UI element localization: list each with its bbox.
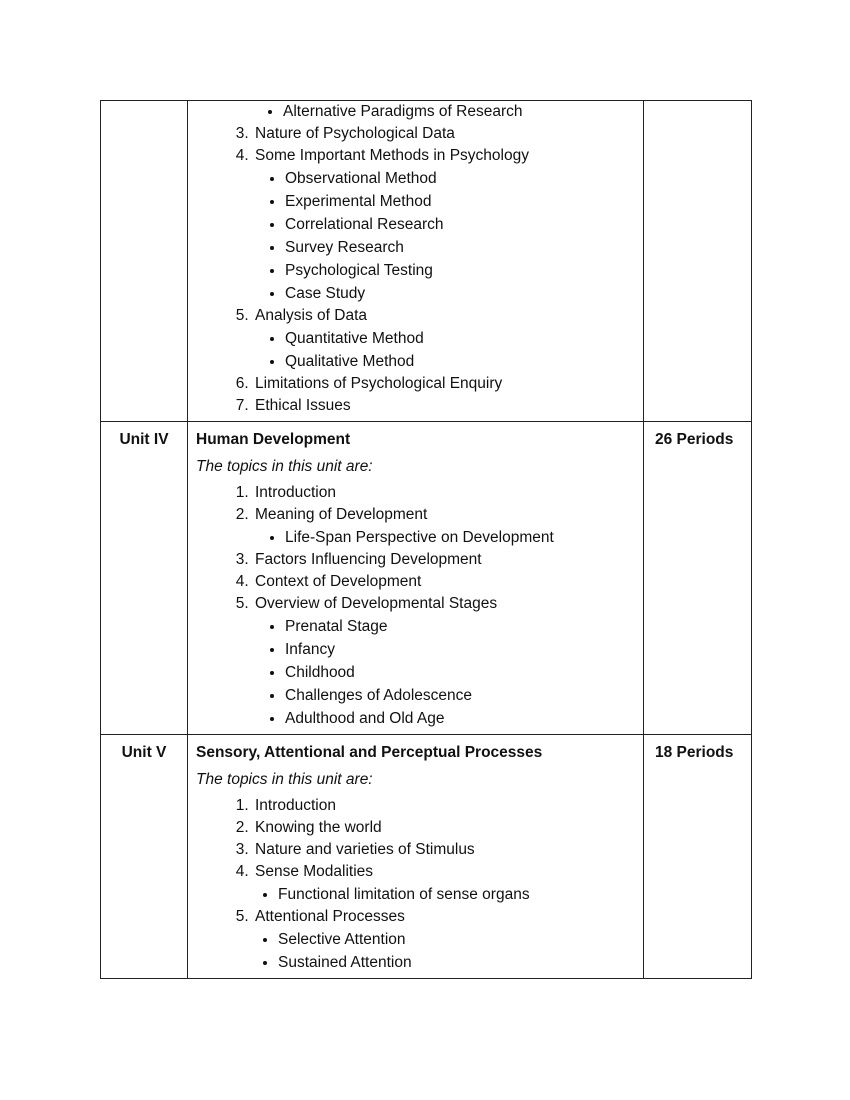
list-item: • Alternative Paradigms of Research (283, 101, 637, 123)
periods-cell-empty (644, 101, 752, 422)
list-item: • Challenges of Adolescence (285, 684, 637, 707)
sub-list (255, 167, 637, 305)
list-item: • Functional limitation of sense organs (278, 883, 637, 906)
periods-label: 18 Periods (655, 744, 734, 761)
list-item: • Qualitative Method (285, 350, 637, 373)
sub-list (255, 615, 637, 730)
list-item: 2. Meaning of Development • Life-Span Perspective on Development (253, 504, 637, 549)
sub-list (255, 526, 637, 549)
unit-title: Human Development (196, 431, 351, 448)
unit-cell (101, 735, 188, 979)
unit-label: Unit V (121, 744, 167, 761)
list-item: 1. Introduction (253, 795, 637, 817)
periods-cell (644, 735, 752, 979)
list-item: 7. Ethical Issues (253, 395, 637, 417)
sub-list (255, 327, 637, 373)
list-item: • Experimental Method (285, 190, 637, 213)
list-item: • Prenatal Stage (285, 615, 637, 638)
list-item: • Adulthood and Old Age (285, 707, 637, 730)
list-item: • Sustained Attention (278, 951, 637, 974)
topic-list (196, 482, 637, 730)
list-item: 4. Context of Development (253, 571, 637, 593)
list-item: • Correlational Research (285, 213, 637, 236)
list-item: 1. Introduction (253, 482, 637, 504)
list-item: • Infancy (285, 638, 637, 661)
continued-topic-list (196, 123, 637, 417)
unit-intro: The topics in this unit are: (196, 458, 373, 475)
unit-cell (101, 422, 188, 735)
list-item: • Quantitative Method (285, 327, 637, 350)
sub-list (255, 928, 637, 974)
list-item: 4. Sense Modalities • Functional limitation of sense organs (253, 861, 637, 906)
syllabus-table (100, 100, 752, 979)
unit-label: Unit IV (119, 431, 169, 448)
list-item: • Psychological Testing (285, 259, 637, 282)
list-item: 5. Overview of Developmental Stages • Prenatal Stage • Infancy • Childhood • Challenges of Adolescence • Adulthood and Old Age (253, 593, 637, 730)
list-item: 5. Analysis of Data • Quantitative Method • Qualitative Method (253, 305, 637, 373)
table-row-unit-iv (101, 422, 752, 735)
unit-intro: The topics in this unit are: (196, 771, 373, 788)
periods-cell (644, 422, 752, 735)
topic-list (196, 795, 637, 974)
list-item: 4. Some Important Methods in Psychology • Observational Method • Experimental Method • Correlational Research • Survey Research • Psychological Testing • Case Study (253, 145, 637, 305)
list-item: 3. Factors Influencing Development (253, 549, 637, 571)
sub-list (255, 883, 637, 906)
unit-cell-empty (101, 101, 188, 422)
topics-cell-continuation (188, 101, 644, 422)
periods-label: 26 Periods (655, 431, 734, 448)
table-row-unit-v (101, 735, 752, 979)
list-item: • Life-Span Perspective on Development (285, 526, 637, 549)
list-item: • Case Study (285, 282, 637, 305)
topics-cell (188, 422, 644, 735)
table-row-continuation (101, 101, 752, 422)
list-item: • Selective Attention (278, 928, 637, 951)
list-item: • Survey Research (285, 236, 637, 259)
list-item: 3. Nature of Psychological Data (253, 123, 637, 145)
topics-cell (188, 735, 644, 979)
list-item: 2. Knowing the world (253, 817, 637, 839)
unit-title: Sensory, Attentional and Perceptual Processes (196, 744, 543, 761)
list-item: 6. Limitations of Psychological Enquiry (253, 373, 637, 395)
list-item: 3. Nature and varieties of Stimulus (253, 839, 637, 861)
list-item: 5. Attentional Processes • Selective Attention • Sustained Attention (253, 906, 637, 974)
continued-bullets (196, 101, 637, 123)
list-item: • Childhood (285, 661, 637, 684)
list-item: • Observational Method (285, 167, 637, 190)
